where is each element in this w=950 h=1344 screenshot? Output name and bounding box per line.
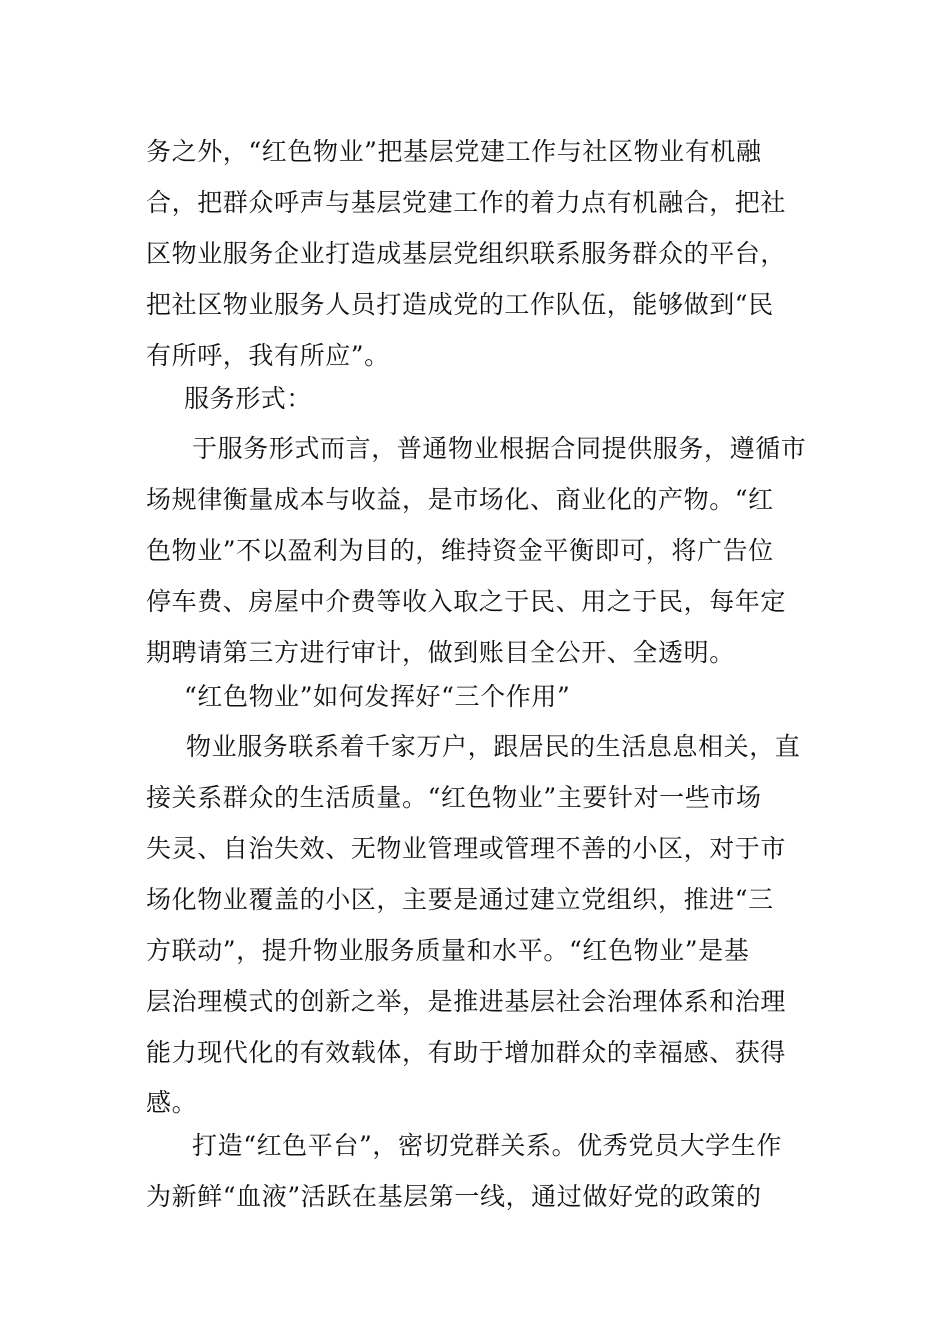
text-line: 务之外，“红色物业”把基层党建工作与社区物业有机融	[146, 137, 762, 166]
text-line: 能力现代化的有效载体，有助于增加群众的幸福感、获得	[146, 1038, 787, 1067]
text-line: 期聘请第三方进行审计，做到账目全公开、全透明。	[146, 638, 735, 667]
text-line: 接关系群众的生活质量。“红色物业”主要针对一些市场	[146, 783, 762, 812]
text-line: 失灵、自治失效、无物业管理或管理不善的小区，对于市	[146, 834, 787, 863]
section-heading: “红色物业”如何发挥好“三个作用”	[184, 682, 571, 711]
text-line: 场化物业覆盖的小区，主要是通过建立党组织，推进“三	[146, 885, 774, 914]
text-line: 于服务形式而言，普通物业根据合同提供服务，遵循市	[192, 434, 807, 463]
text-line: 层治理模式的创新之举，是推进基层社会治理体系和治理	[146, 987, 787, 1016]
text-line: 方联动”，提升物业服务质量和水平。“红色物业”是基	[146, 936, 750, 965]
text-line: 把社区物业服务人员打造成党的工作队伍，能够做到“民	[146, 290, 774, 319]
text-line: 物业服务联系着千家万户，跟居民的生活息息相关，直	[186, 732, 801, 761]
text-line: 场规律衡量成本与收益，是市场化、商业化的产物。“红	[146, 485, 774, 514]
text-line: 为新鲜“血液”活跃在基层第一线，通过做好党的政策的	[146, 1182, 762, 1211]
text-line: 打造“红色平台”，密切党群关系。优秀党员大学生作	[192, 1131, 782, 1160]
text-line: 停车费、房屋中介费等收入取之于民、用之于民，每年定	[146, 587, 787, 616]
text-line: 有所呼，我有所应”。	[146, 341, 390, 370]
section-heading: 服务形式：	[184, 384, 313, 413]
text-line: 感。	[146, 1088, 198, 1117]
text-line: 色物业”不以盈利为目的，维持资金平衡即可，将广告位	[146, 536, 774, 565]
text-line: 合，把群众呼声与基层党建工作的着力点有机融合，把社	[146, 188, 787, 217]
text-line: 区物业服务企业打造成基层党组织联系服务群众的平台，	[146, 239, 787, 268]
